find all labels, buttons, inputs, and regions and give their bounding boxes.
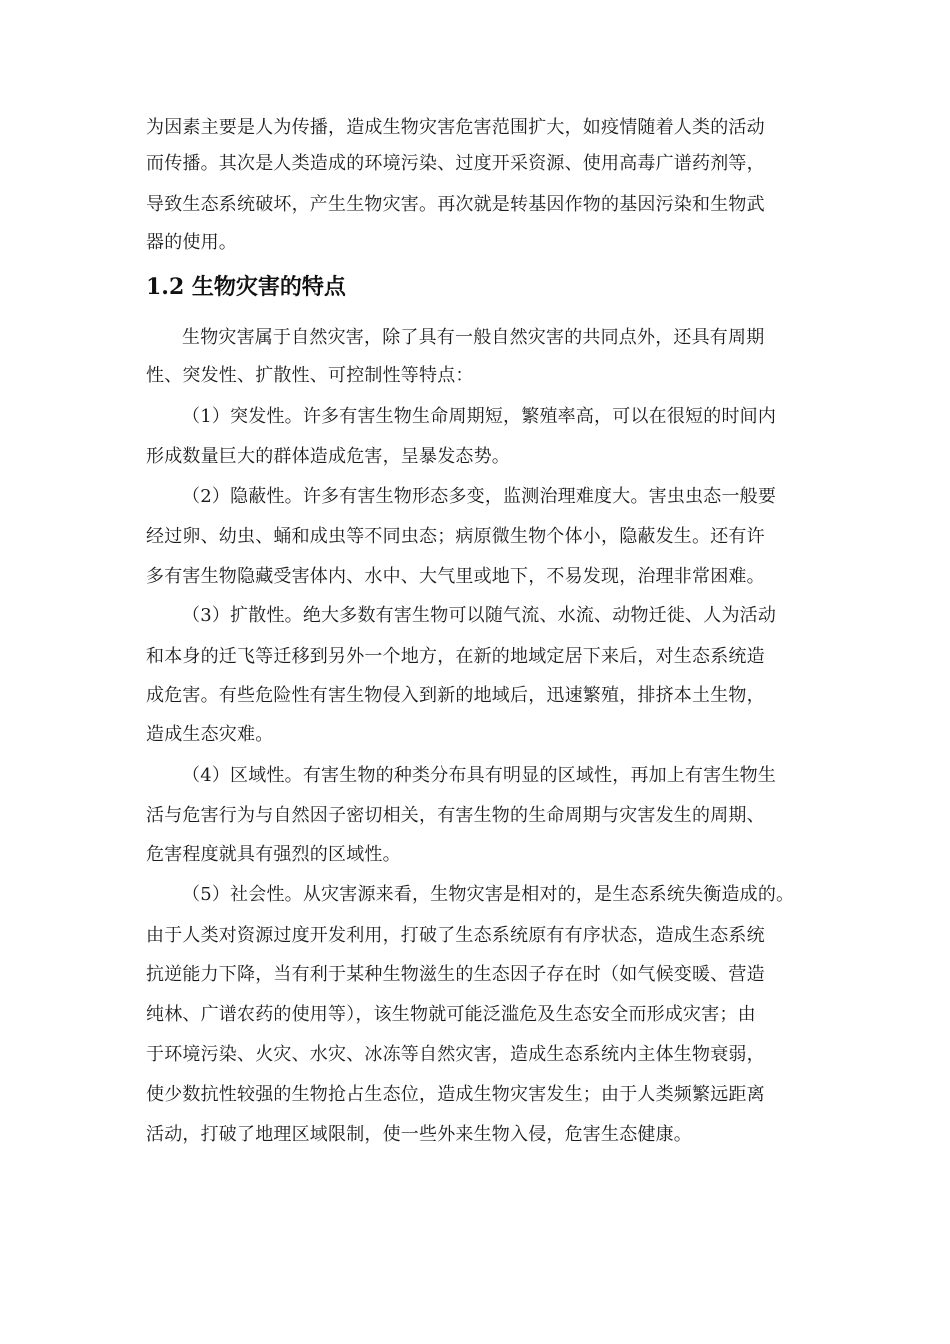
item3-line-1: （3）扩散性。绝大多数有害生物可以随气流、水流、动物迁徙、人为活动	[182, 605, 777, 626]
item5-line-1: （5）社会性。从灾害源来看，生物灾害是相对的，是生态系统失衡造成的。	[182, 884, 795, 905]
item5-line-2: 由于人类对资源过度开发利用，打破了生态系统原有有序状态，造成生态系统	[146, 925, 765, 946]
intro-line-4: 器的使用。	[146, 232, 237, 253]
item2-line-3: 多有害生物隐藏受害体内、水中、大气里或地下，不易发现，治理非常困难。	[146, 566, 765, 587]
intro-line-2: 而传播。其次是人类造成的环境污染、过度开采资源、使用高毒广谱药剂等，	[146, 153, 765, 174]
item5-line-7: 活动，打破了地理区域限制，使一些外来生物入侵，危害生态健康。	[146, 1124, 692, 1145]
item5-line-3: 抗逆能力下降，当有利于某种生物滋生的生态因子存在时（如气候变暖、营造	[146, 964, 765, 985]
intro-line-1: 为因素主要是人为传播，造成生物灾害危害范围扩大，如疫情随着人类的活动	[146, 117, 765, 138]
section-heading: 1.2 生物灾害的特点	[146, 274, 346, 300]
item4-line-2: 活与危害行为与自然因子密切相关，有害生物的生命周期与灾害发生的周期、	[146, 805, 765, 826]
item1-line-1: （1）突发性。许多有害生物生命周期短，繁殖率高，可以在很短的时间内	[182, 406, 777, 427]
item2-line-1: （2）隐蔽性。许多有害生物形态多变，监测治理难度大。害虫虫态一般要	[182, 486, 777, 507]
lead-line-2: 性、突发性、扩散性、可控制性等特点：	[146, 365, 474, 386]
item3-line-4: 造成生态灾难。	[146, 724, 274, 745]
item3-line-2: 和本身的迁飞等迁移到另外一个地方，在新的地域定居下来后，对生态系统造	[146, 646, 765, 667]
item3-line-3: 成危害。有些危险性有害生物侵入到新的地域后，迅速繁殖，排挤本土生物，	[146, 685, 765, 706]
item5-line-5: 于环境污染、火灾、水灾、冰冻等自然灾害，造成生态系统内主体生物衰弱，	[146, 1044, 765, 1065]
item2-line-2: 经过卵、幼虫、蛹和成虫等不同虫态；病原微生物个体小，隐蔽发生。还有许	[146, 526, 765, 547]
item4-line-3: 危害程度就具有强烈的区域性。	[146, 844, 401, 865]
item5-line-4: 纯林、广谱农药的使用等），该生物就可能泛滥危及生态安全而形成灾害；由	[146, 1004, 756, 1025]
lead-line-1: 生物灾害属于自然灾害，除了具有一般自然灾害的共同点外，还具有周期	[182, 327, 765, 348]
item4-line-1: （4）区域性。有害生物的种类分布具有明显的区域性，再加上有害生物生	[182, 765, 777, 786]
intro-line-3: 导致生态系统破坏，产生生物灾害。再次就是转基因作物的基因污染和生物武	[146, 194, 765, 215]
item5-line-6: 使少数抗性较强的生物抢占生态位，造成生物灾害发生；由于人类频繁远距离	[146, 1084, 765, 1105]
item1-line-2: 形成数量巨大的群体造成危害，呈暴发态势。	[146, 446, 510, 467]
